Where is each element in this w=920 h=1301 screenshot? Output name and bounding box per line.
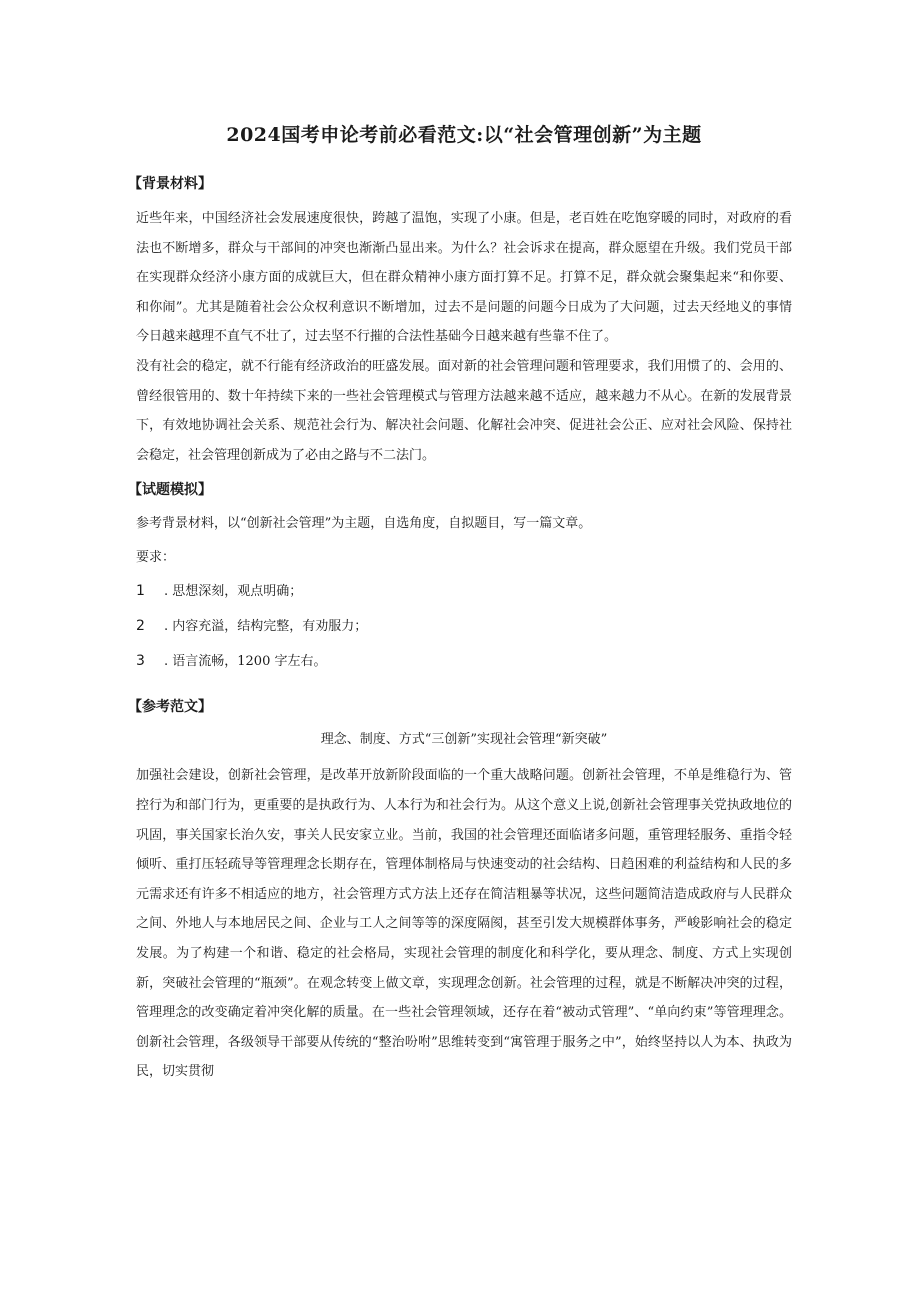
requirements-label: 要求： (136, 550, 176, 566)
requirement-text: . 内容充溢，结构完整，有劝服力； (164, 619, 368, 635)
document-page (128, 120, 792, 1087)
background-paragraph: 近些年来，中国经济社会发展速度很快，跨越了温饱，实现了小康。但是，老百姓在吃饱穿暖的同时，对政府的看法也不断增多，群众与干部间的冲突也渐渐凸显出来。为什么？社会诉求在提高，群众愿望在升级。我们党员干部在实现群众经济小康方面的成就巨大，但在群众精神小康方面打算不足。打算不足，群众就会聚集起来“和你要、和你闹”。尤其是随着社会公众权利意识不断增加，过去不是问题的问题今日成为了大问题，过去天经地义的事情今日越来越理不直气不壮了，过去坚不行摧的合法性基础今日越来越有些靠不住了。 (136, 211, 792, 345)
requirement-text: . 语言流畅，1200 字左右。 (164, 654, 327, 670)
section-heading-exam: 【试题模拟】 (128, 482, 212, 499)
essay-paragraph: 加强社会建设，创新社会管理，是改革开放新阶段面临的一个重大战略问题。创新社会管理，不单是维稳行为、管控行为和部门行为，更重要的是执政行为、人本行为和社会行为。从这个意义上说,创新社会管理事关党执政地位的巩固，事关国家长治久安，事关人民安家立业。当前，我国的社会管理还面临诸多问题，重管理轻服务、重指令轻倾听、重打压轻疏导等管理理念长期存在，管理体制格局与快速变动的社会结构、日趋困难的利益结构和人民的多元需求还有许多不相适应的地方，社会管理方式方法上还存在简洁粗暴等状况，这些问题简洁造成政府与人民群众之间、外地人与本地居民之间、企业与工人之间等等的深度隔阂，甚至引发大规模群体事务，严峻影响社会的稳定发展。为了构建一个和谐、稳定的社会格局，实现社会管理的制度化和科学化，要从理念、制度、方式上实现创新，突破社会管理的“瓶颈”。在观念转变上做文章，实现理念创新。社会管理的过程，就是不断解决冲突的过程，管理理念的改变确定着冲突化解的质量。在一些社会管理领域，还存在着“被动式管理”、“单向约束”等管理理念。创新社会管理，各级领导干部要从传统的“整治吩咐”思维转变到“寓管理于服务之中”，始终坚持以人为本、执政为民，切实贯彻 (136, 768, 792, 1080)
section-heading-background: 【背景材料】 (128, 176, 212, 192)
exam-prompt: 参考背景材料，以“创新社会管理”为主题，自选角度，自拟题目，写一篇文章。 (136, 516, 592, 532)
requirement-item (136, 613, 792, 640)
background-paragraph: 没有社会的稳定，就不行能有经济政治的旺盛发展。面对新的社会管理问题和管理要求，我们用惯了的、会用的、曾经很管用的、数十年持续下来的一些社会管理模式与管理方法越来越不适应，越来越力不从心。在新的发展背景下，有效地协调社会关系、规范社会行为、解决社会问题、化解社会冲突、促进社会公正、应对社会风险、保持社会稳定，社会管理创新成为了必由之路与不二法门。 (136, 358, 792, 463)
requirement-text: . 思想深刻，观点明确； (164, 584, 303, 600)
section-heading-essay: 【参考范文】 (128, 699, 212, 716)
essay-subtitle: 理念、制度、方式“三创新”实现社会管理“新突破” (320, 732, 608, 748)
requirement-item (136, 648, 792, 675)
requirement-number: 3 (136, 653, 145, 670)
requirement-number: 1 (136, 583, 145, 600)
document-title: 2024国考申论考前必看范文:以“社会管理创新”为主题 (226, 124, 702, 146)
requirement-item (136, 578, 792, 605)
requirement-number: 2 (136, 618, 145, 635)
